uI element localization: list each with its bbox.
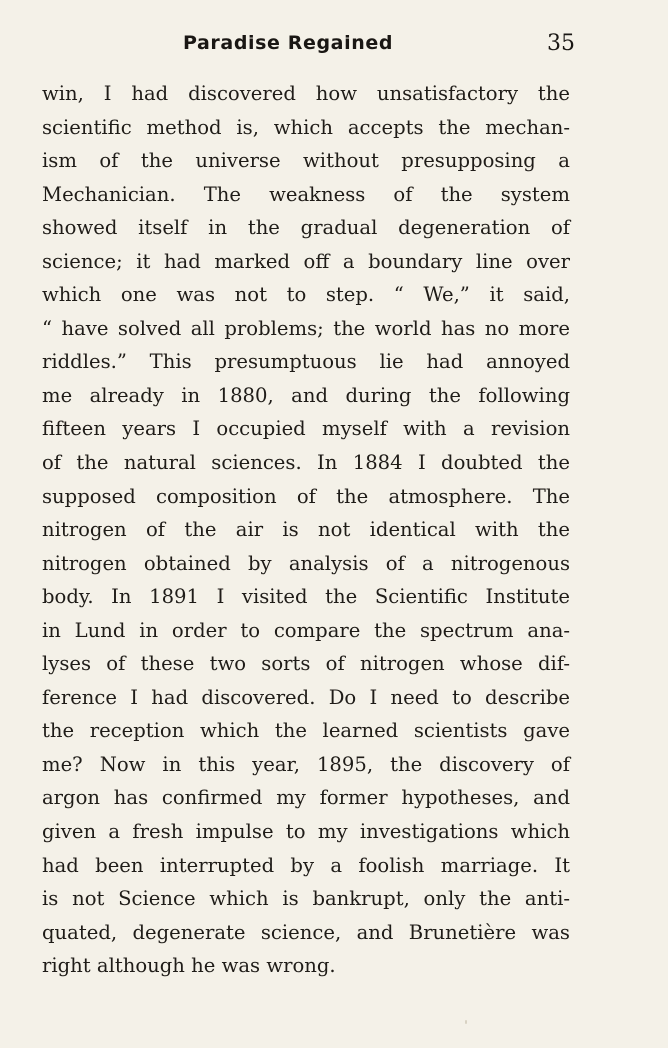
text-line: scientific method is, which accepts the mechan- (42, 115, 570, 139)
text-line: me? Now in this year, 1895, the discovery of (42, 752, 570, 776)
text-line: science; it had marked off a boundary line over (42, 249, 570, 273)
text-line: me already in 1880, and during the following (42, 383, 570, 407)
running-header (0, 30, 668, 62)
page-number: 35 (547, 31, 575, 56)
text-line: body. In 1891 I visited the Scientific Institute (42, 585, 570, 609)
text-line: Mechanician. The weakness of the system (42, 182, 570, 206)
text-line: the reception which the learned scientists gave (42, 719, 570, 743)
text-line: had been interrupted by a foolish marriage. It (42, 853, 570, 877)
text-line: showed itself in the gradual degeneration of (42, 216, 570, 240)
text-line: riddles.” This presumptuous lie had annoyed (42, 350, 570, 374)
text-line: nitrogen obtained by analysis of a nitrogenous (42, 551, 570, 575)
text-line: in Lund in order to compare the spectrum ana- (42, 618, 570, 642)
paper-speck (465, 1020, 467, 1024)
text-line: ference I had discovered. Do I need to describe (42, 685, 570, 709)
text-line: which one was not to step. “ We,” it said, (42, 283, 570, 307)
text-line: is not Science which is bankrupt, only the anti- (42, 887, 570, 911)
text-line: quated, degenerate science, and Brunetière was (42, 920, 570, 944)
text-line: win, I had discovered how unsatisfactory the (42, 82, 570, 105)
text-line: fifteen years I occupied myself with a revision (42, 417, 570, 441)
text-line: of the natural sciences. In 1884 I doubted the (42, 451, 570, 475)
text-line: supposed composition of the atmosphere. The (42, 484, 570, 508)
text-line: argon has confirmed my former hypotheses, and (42, 786, 570, 810)
body-paragraph (0, 77, 668, 983)
text-line: lyses of these two sorts of nitrogen whose dif- (42, 652, 570, 676)
text-line: right although he was wrong. (42, 954, 336, 978)
text-line: “ have solved all problems; the world has no more (42, 316, 570, 340)
text-line: given a fresh impulse to my investigations which (42, 820, 570, 844)
text-line: nitrogen of the air is not identical with the (42, 518, 570, 542)
running-title: Paradise Regained (183, 32, 394, 54)
text-line: ism of the universe without presupposing a (42, 149, 570, 173)
